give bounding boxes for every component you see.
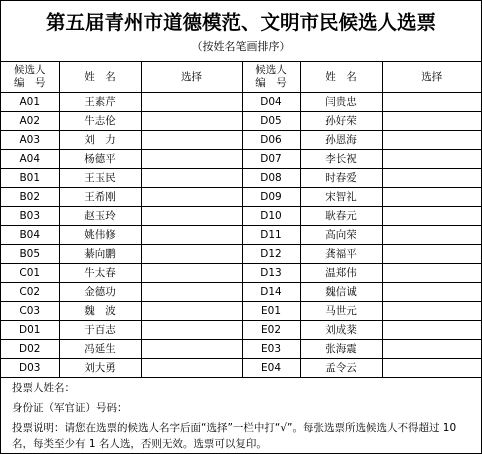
vote-cell[interactable] <box>141 93 242 112</box>
header-code-line1: 候选人 <box>14 64 46 76</box>
header-code-right <box>242 62 300 93</box>
candidate-name: 龚福平 <box>300 245 382 264</box>
vote-cell[interactable] <box>382 359 481 378</box>
candidate-name: 高向荣 <box>300 226 382 245</box>
candidate-name: 温郑伟 <box>300 264 382 283</box>
vote-cell[interactable] <box>141 340 242 359</box>
candidate-code: D12 <box>242 245 300 264</box>
candidate-code: E01 <box>242 302 300 321</box>
candidate-code: D06 <box>242 131 300 150</box>
candidate-name: 张海震 <box>300 340 382 359</box>
header-code-left <box>1 62 59 93</box>
candidate-code: B01 <box>1 169 59 188</box>
vote-cell[interactable] <box>382 150 481 169</box>
table-row <box>1 131 481 150</box>
table-row <box>1 112 481 131</box>
candidate-name: 宋智礼 <box>300 188 382 207</box>
candidate-name: 杨德平 <box>59 150 141 169</box>
header-vote-left: 选择 <box>141 62 242 93</box>
candidate-code: D14 <box>242 283 300 302</box>
candidate-code: E04 <box>242 359 300 378</box>
candidate-name: 魏 波 <box>59 302 141 321</box>
candidate-name: 闫贵忠 <box>300 93 382 112</box>
candidate-code: C03 <box>1 302 59 321</box>
vote-cell[interactable] <box>382 321 481 340</box>
table-row <box>1 150 481 169</box>
vote-cell[interactable] <box>141 264 242 283</box>
table-row <box>1 340 481 359</box>
vote-cell[interactable] <box>141 207 242 226</box>
id-number-label: 身份证（军官证）号码： <box>12 402 128 414</box>
vote-cell[interactable] <box>382 93 481 112</box>
vote-cell[interactable] <box>382 245 481 264</box>
candidate-code: C02 <box>1 283 59 302</box>
vote-cell[interactable] <box>382 169 481 188</box>
vote-cell[interactable] <box>382 283 481 302</box>
candidate-rows <box>1 93 481 378</box>
ballot-footer <box>12 378 478 452</box>
candidate-code: A01 <box>1 93 59 112</box>
candidate-code: D05 <box>242 112 300 131</box>
candidate-name: 金德功 <box>59 283 141 302</box>
candidate-code: B04 <box>1 226 59 245</box>
vote-cell[interactable] <box>382 188 481 207</box>
candidate-name: 孙好荣 <box>300 112 382 131</box>
table-row <box>1 93 481 112</box>
voting-instructions: 投票说明：请您在选票的候选人名字后面“选择”一栏中打“√”。每张选票所选候选人不得超过 10 名，每类至少有 1 名人选，否则无效。选票可以复印。 <box>12 422 457 450</box>
vote-cell[interactable] <box>382 226 481 245</box>
vote-cell[interactable] <box>141 112 242 131</box>
candidate-code: D04 <box>242 93 300 112</box>
candidate-code: E03 <box>242 340 300 359</box>
vote-cell[interactable] <box>141 359 242 378</box>
vote-cell[interactable] <box>141 226 242 245</box>
candidate-name: 王素芹 <box>59 93 141 112</box>
candidate-name: 刘大勇 <box>59 359 141 378</box>
candidate-name: 赵玉玲 <box>59 207 141 226</box>
candidate-code: D01 <box>1 321 59 340</box>
candidate-name: 牛太春 <box>59 264 141 283</box>
candidate-name: 时春爱 <box>300 169 382 188</box>
header-code-line1: 候选人 <box>255 64 287 76</box>
candidate-code: D11 <box>242 226 300 245</box>
candidate-code: B05 <box>1 245 59 264</box>
header-code-line2: 编 号 <box>14 77 46 89</box>
candidate-name: 马世元 <box>300 302 382 321</box>
vote-cell[interactable] <box>382 131 481 150</box>
vote-cell[interactable] <box>141 283 242 302</box>
ballot-subtitle: （按姓名笔画排序） <box>191 40 291 53</box>
candidate-name: 孟令云 <box>300 359 382 378</box>
candidate-code: D13 <box>242 264 300 283</box>
candidate-code: D09 <box>242 188 300 207</box>
candidate-code: B03 <box>1 207 59 226</box>
vote-cell[interactable] <box>141 321 242 340</box>
vote-cell[interactable] <box>141 131 242 150</box>
header-name-right: 姓 名 <box>300 62 382 93</box>
header-code-line2: 编 号 <box>255 77 287 89</box>
candidate-name: 綦向鹏 <box>59 245 141 264</box>
candidate-name: 刘 力 <box>59 131 141 150</box>
table-row <box>1 264 481 283</box>
table-row <box>1 245 481 264</box>
ballot-title: 第五届青州市道德模范、文明市民候选人选票 <box>45 11 436 34</box>
candidate-code: C01 <box>1 264 59 283</box>
candidate-code: A04 <box>1 150 59 169</box>
voter-name-label: 投票人姓名： <box>12 382 75 394</box>
candidate-name: 魏信诚 <box>300 283 382 302</box>
candidate-name: 冯延生 <box>59 340 141 359</box>
candidate-name: 王希刚 <box>59 188 141 207</box>
candidate-name: 李长祝 <box>300 150 382 169</box>
candidate-name: 刘成棻 <box>300 321 382 340</box>
vote-cell[interactable] <box>141 188 242 207</box>
table-header-row <box>1 62 481 93</box>
table-row <box>1 207 481 226</box>
vote-cell[interactable] <box>382 302 481 321</box>
candidate-name: 姚伟修 <box>59 226 141 245</box>
candidate-code: D03 <box>1 359 59 378</box>
table-row <box>1 188 481 207</box>
vote-cell[interactable] <box>382 340 481 359</box>
table-row <box>1 359 481 378</box>
candidate-code: A03 <box>1 131 59 150</box>
table-row <box>1 302 481 321</box>
vote-cell[interactable] <box>382 207 481 226</box>
candidate-code: B02 <box>1 188 59 207</box>
table-row <box>1 226 481 245</box>
table-row <box>1 283 481 302</box>
header-name-left: 姓 名 <box>59 62 141 93</box>
candidate-name: 王玉民 <box>59 169 141 188</box>
vote-cell[interactable] <box>382 264 481 283</box>
candidate-code: A02 <box>1 112 59 131</box>
candidate-code: D10 <box>242 207 300 226</box>
candidate-name: 耿春元 <box>300 207 382 226</box>
candidate-code: E02 <box>242 321 300 340</box>
candidate-name: 牛志伦 <box>59 112 141 131</box>
candidate-name: 于百志 <box>59 321 141 340</box>
vote-cell[interactable] <box>141 150 242 169</box>
vote-cell[interactable] <box>141 302 242 321</box>
table-row <box>1 321 481 340</box>
candidate-code: D07 <box>242 150 300 169</box>
vote-cell[interactable] <box>382 112 481 131</box>
vote-cell[interactable] <box>141 169 242 188</box>
vote-cell[interactable] <box>141 245 242 264</box>
candidate-code: D08 <box>242 169 300 188</box>
candidate-name: 孙恩海 <box>300 131 382 150</box>
table-row <box>1 169 481 188</box>
candidate-code: D02 <box>1 340 59 359</box>
candidate-table <box>1 61 481 378</box>
header-vote-right: 选择 <box>382 62 481 93</box>
